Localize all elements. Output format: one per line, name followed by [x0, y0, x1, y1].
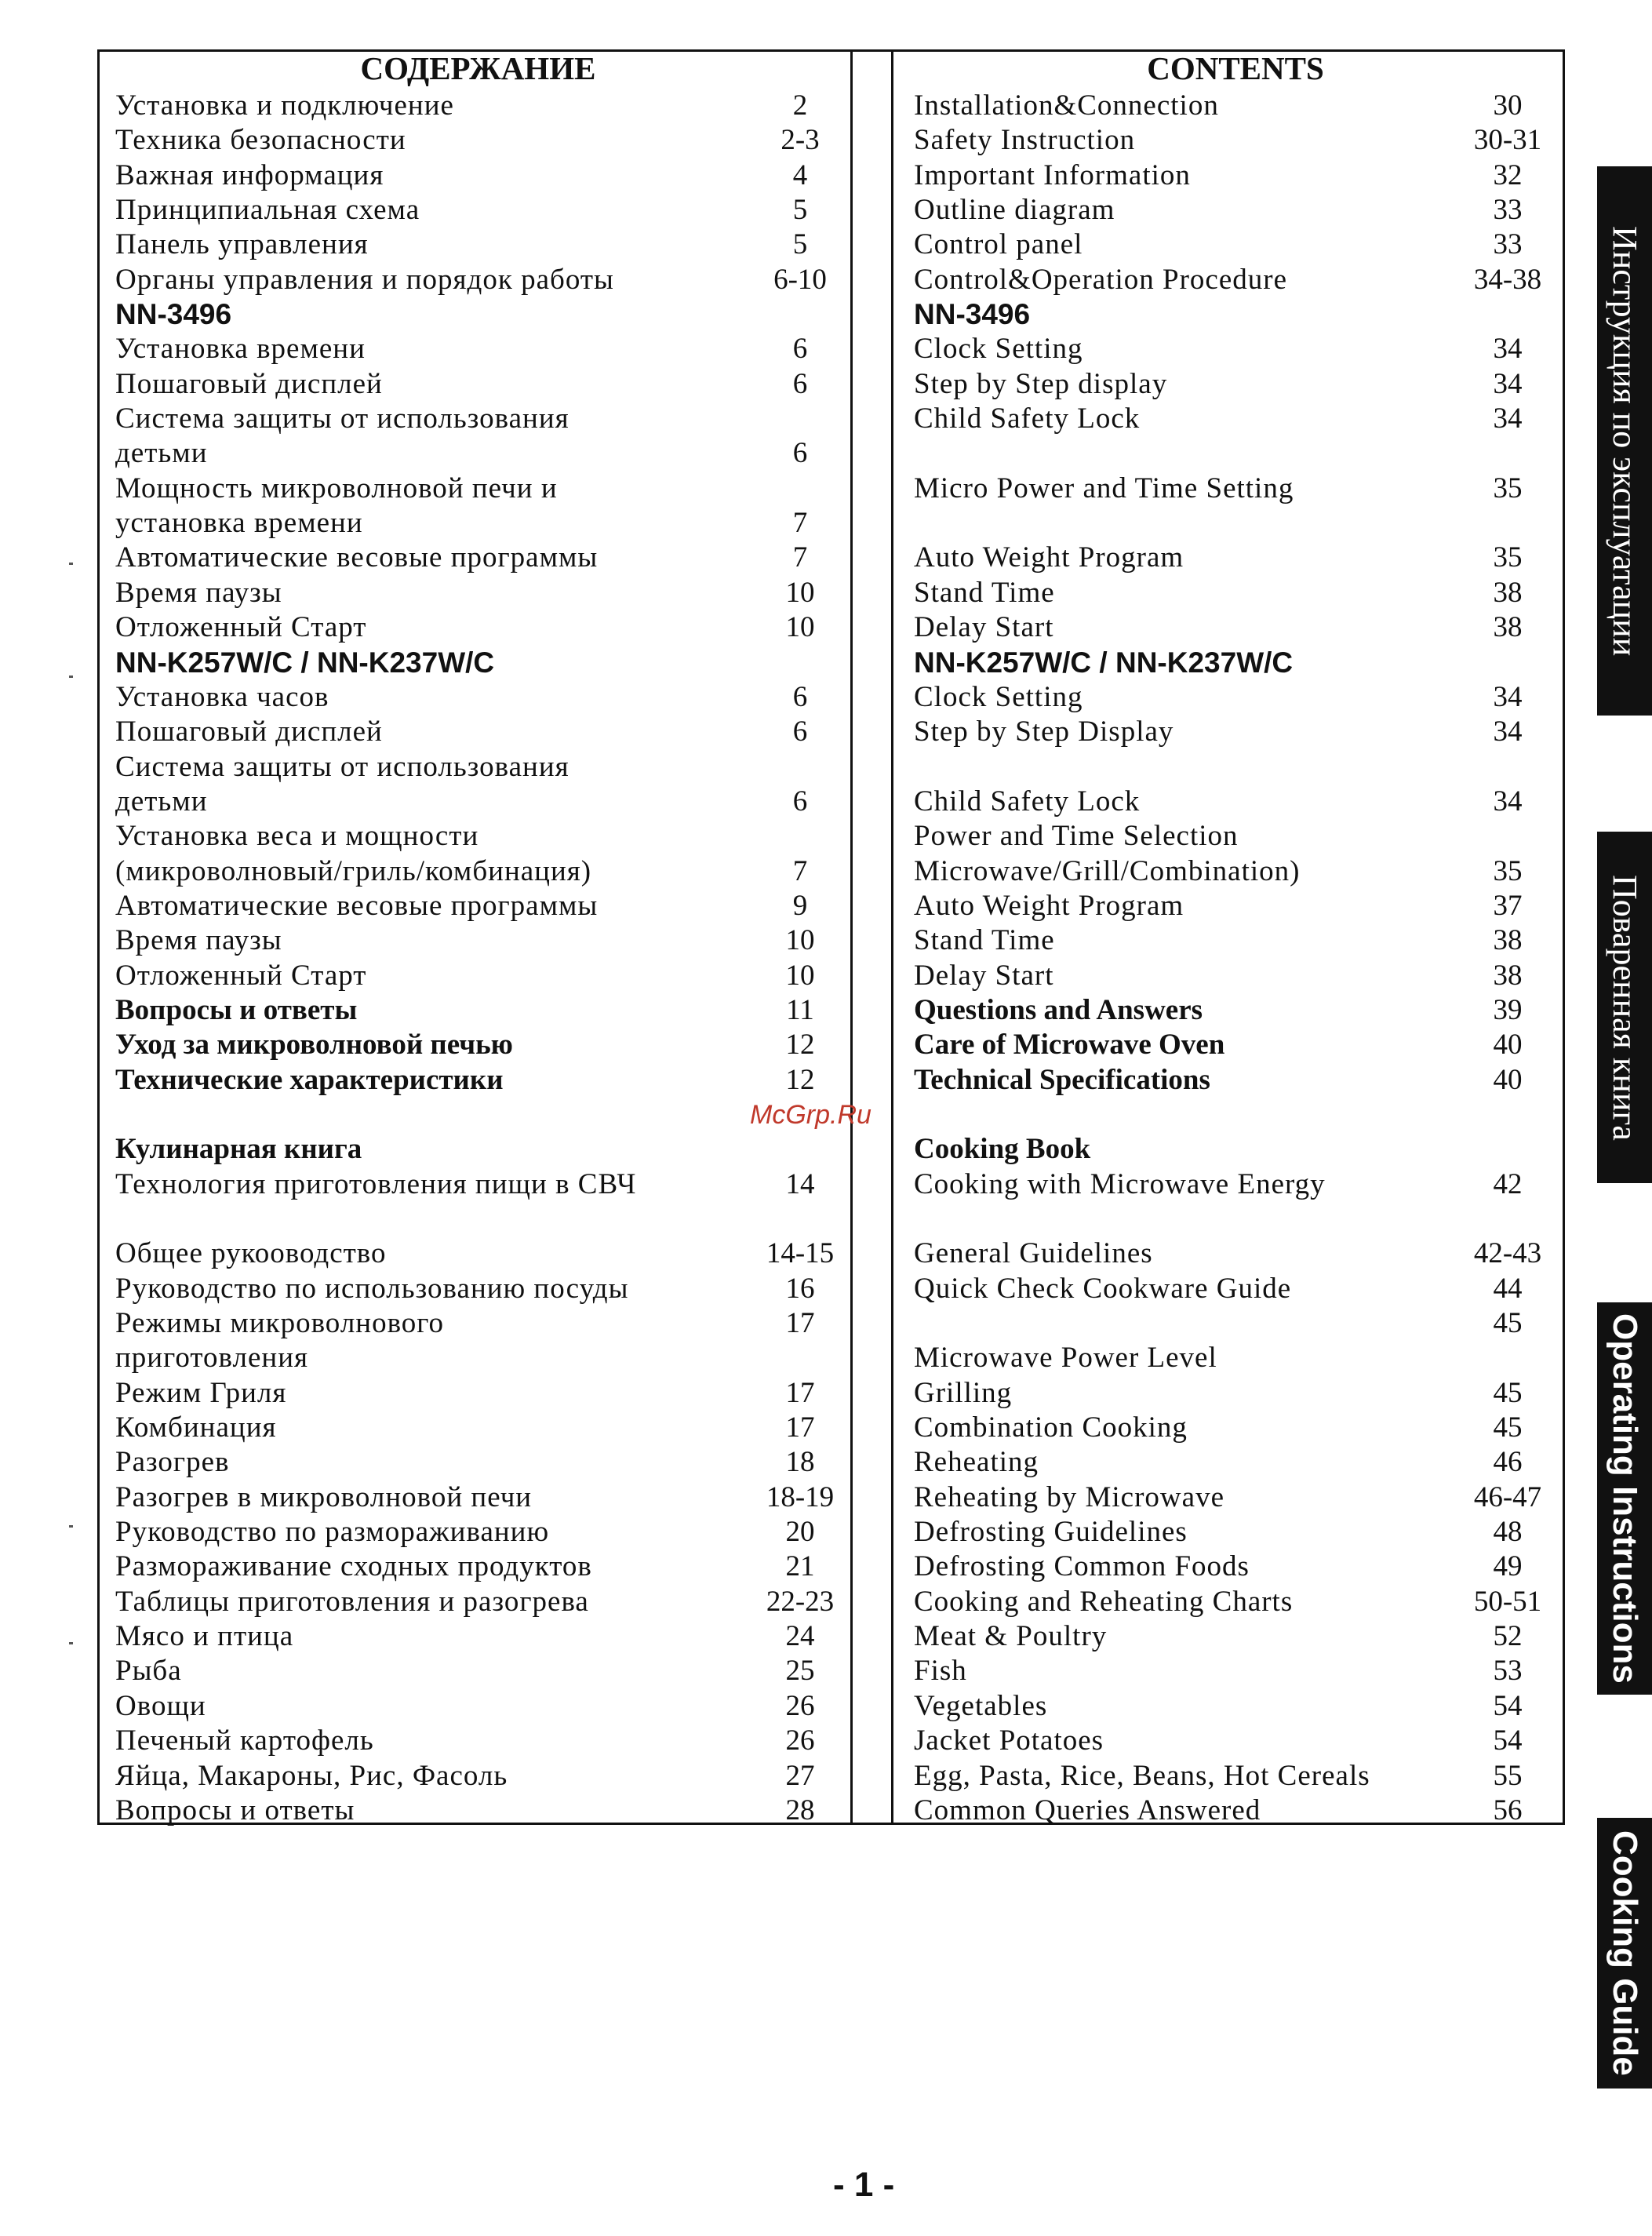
entry-page-number: 24 — [785, 1620, 815, 1653]
contents-entry — [115, 1480, 841, 1515]
entry-title: Установка и подключение — [115, 89, 454, 122]
russian-contents-list — [115, 89, 841, 1828]
entry-page-number: 6-10 — [773, 263, 827, 296]
contents-entry — [914, 576, 1557, 610]
entry-page-number: 10 — [785, 959, 815, 992]
entry-title: Технология приготовления пищи в СВЧ — [115, 1167, 637, 1200]
entry-title: Важная информация — [115, 158, 384, 191]
contents-entry — [115, 367, 841, 402]
entry-title: Установка часов — [115, 680, 329, 713]
entry-title: установка времени — [115, 507, 363, 540]
entry-page-number: 38 — [1493, 959, 1523, 992]
contents-entry — [115, 576, 841, 610]
entry-page-number: 6 — [792, 437, 808, 470]
entry-title: Delay Start — [914, 959, 1054, 992]
entry-title: Stand Time — [914, 576, 1055, 609]
entry-page-number: 45 — [1493, 1376, 1523, 1409]
contents-entry — [115, 1098, 841, 1132]
entry-page-number: 54 — [1493, 1689, 1523, 1722]
entry-title: Step by Step display — [914, 367, 1168, 400]
entry-page-number: 39 — [1493, 993, 1523, 1026]
entry-page-number: 54 — [1493, 1724, 1523, 1757]
entry-page-number: 56 — [1493, 1794, 1523, 1826]
contents-entry — [914, 993, 1557, 1028]
contents-entry — [914, 472, 1557, 506]
entry-page-number: 11 — [786, 993, 814, 1026]
contents-entry — [115, 1445, 841, 1480]
contents-entry — [914, 263, 1557, 297]
entry-page-number: 42-43 — [1473, 1237, 1542, 1270]
entry-page-number: 45 — [1493, 1307, 1523, 1340]
contents-entry — [914, 646, 1557, 680]
contents-entry — [115, 1759, 841, 1794]
contents-entry — [914, 1689, 1557, 1724]
entry-page-number: 17 — [785, 1307, 815, 1340]
contents-entry — [914, 819, 1557, 854]
entry-page-number: 46 — [1493, 1446, 1523, 1479]
contents-entry — [115, 1028, 841, 1062]
tab-label: Operating Instructions — [1606, 1313, 1644, 1684]
entry-page-number: 18-19 — [766, 1480, 835, 1513]
russian-contents-heading: СОДЕРЖАНИЕ — [360, 50, 596, 86]
entry-page-number: 5 — [792, 194, 808, 227]
entry-title: Пошаговый дисплей — [115, 716, 383, 748]
entry-page-number: 45 — [1493, 1411, 1523, 1444]
contents-entry — [914, 1619, 1557, 1654]
entry-page-number: 33 — [1493, 228, 1523, 261]
contents-entry — [115, 854, 841, 889]
contents-entry — [115, 785, 841, 819]
entry-title: Reheating by Microwave — [914, 1480, 1224, 1513]
entry-page-number: 55 — [1493, 1759, 1523, 1792]
entry-page-number: 2 — [792, 89, 808, 122]
entry-page-number: 33 — [1493, 194, 1523, 227]
entry-title: Microwave/Grill/Combination) — [914, 854, 1301, 887]
contents-entry — [914, 158, 1557, 193]
entry-page-number: 10 — [785, 924, 815, 957]
entry-title: Вопросы и ответы — [115, 993, 358, 1026]
entry-page-number: 5 — [792, 228, 808, 261]
entry-page-number: 7 — [792, 507, 808, 540]
entry-title: Stand Time — [914, 924, 1055, 957]
entry-page-number: 6 — [792, 716, 808, 748]
entry-title: Общее рукооводство — [115, 1237, 387, 1270]
tab-operating-instructions[interactable] — [1597, 1302, 1652, 1695]
entry-page-number: 38 — [1493, 924, 1523, 957]
entry-title: Комбинация — [115, 1411, 277, 1444]
entry-title: Установка времени — [115, 333, 366, 366]
entry-title: General Guidelines — [914, 1237, 1153, 1270]
entry-page-number: 35 — [1493, 472, 1523, 504]
entry-page-number: 34 — [1493, 785, 1523, 818]
entry-title: Clock Setting — [914, 680, 1083, 713]
entry-page-number: 17 — [785, 1376, 815, 1409]
entry-page-number: 27 — [785, 1759, 815, 1792]
entry-page-number: 26 — [785, 1724, 815, 1757]
contents-entry — [115, 1202, 841, 1236]
entry-page-number: 48 — [1493, 1516, 1523, 1549]
entry-title: Safety Instruction — [914, 124, 1136, 157]
entry-page-number: 2-3 — [781, 124, 820, 157]
contents-entry — [914, 123, 1557, 158]
entry-title: Система защиты от использования — [115, 402, 569, 435]
contents-entry — [914, 923, 1557, 958]
entry-title: Cooking Book — [914, 1133, 1091, 1166]
entry-page-number: 35 — [1493, 854, 1523, 887]
entry-page-number: 34 — [1493, 333, 1523, 366]
watermark: McGrp.Ru — [750, 1100, 871, 1130]
entry-title: NN-K257W/C / NN-K237W/C — [115, 646, 495, 679]
contents-entry — [914, 1445, 1557, 1480]
entry-page-number: 7 — [792, 541, 808, 574]
entry-title: Режим Гриля — [115, 1376, 287, 1409]
entry-page-number: 40 — [1493, 1029, 1523, 1062]
entry-title: Пошаговый дисплей — [115, 367, 383, 400]
entry-page-number: 42 — [1493, 1167, 1523, 1200]
entry-title: Clock Setting — [914, 333, 1083, 366]
contents-entry — [115, 228, 841, 262]
scan-speck — [69, 676, 73, 678]
contents-entry — [914, 1236, 1557, 1271]
entry-page-number: 20 — [785, 1516, 815, 1549]
contents-entry — [914, 750, 1557, 785]
entry-title: Время паузы — [115, 576, 282, 609]
contents-entry — [115, 1376, 841, 1411]
tab-russian-cookbook[interactable] — [1597, 832, 1652, 1183]
entry-title: Руководство по использованию посуды — [115, 1272, 629, 1305]
contents-entry — [115, 1341, 841, 1375]
entry-page-number: 12 — [785, 1029, 815, 1062]
contents-entry — [914, 1098, 1557, 1132]
english-contents-heading: CONTENTS — [1147, 50, 1324, 86]
contents-entry — [914, 436, 1557, 471]
contents-entry — [115, 89, 841, 123]
entry-title: NN-3496 — [914, 298, 1031, 331]
contents-entry — [914, 1411, 1557, 1445]
contents-entry — [115, 1654, 841, 1688]
contents-entry — [914, 1724, 1557, 1758]
entry-title: Cooking with Microwave Energy — [914, 1167, 1326, 1200]
entry-title: Мясо и птица — [115, 1620, 294, 1653]
tab-label: Поваренная книга — [1606, 874, 1644, 1141]
entry-page-number: 6 — [792, 333, 808, 366]
contents-entry — [115, 610, 841, 645]
entry-title: детьми — [115, 437, 208, 470]
tab-russian-operating-instructions[interactable] — [1597, 166, 1652, 716]
contents-entry — [115, 1411, 841, 1445]
entry-title: Кулинарная книга — [115, 1133, 362, 1166]
entry-title: Grilling — [914, 1376, 1013, 1409]
entry-title: Яйца, Макароны, Рис, Фасоль — [115, 1759, 508, 1792]
entry-page-number: 30-31 — [1473, 124, 1542, 157]
contents-entry — [115, 715, 841, 749]
contents-entry — [115, 158, 841, 193]
entry-title: Power and Time Selection — [914, 820, 1239, 853]
contents-entry — [115, 819, 841, 854]
entry-title: Время паузы — [115, 924, 282, 957]
entry-title: Microwave Power Level — [914, 1342, 1217, 1375]
contents-entry — [914, 228, 1557, 262]
entry-page-number: 9 — [792, 889, 808, 922]
entry-title: Отложенный Старт — [115, 611, 367, 644]
entry-title: Auto Weight Program — [914, 889, 1184, 922]
entry-title: Defrosting Common Foods — [914, 1550, 1250, 1583]
entry-title: (микроволновый/гриль/комбинация) — [115, 854, 592, 887]
entry-title: Jacket Potatoes — [914, 1724, 1104, 1757]
entry-page-number: 37 — [1493, 889, 1523, 922]
contents-entry — [914, 541, 1557, 575]
contents-entry — [115, 1550, 841, 1584]
entry-title: Important Information — [914, 158, 1191, 191]
entry-page-number: 38 — [1493, 576, 1523, 609]
contents-entry — [115, 1724, 841, 1758]
contents-entry — [914, 1306, 1557, 1341]
tab-label: Cooking Guide — [1606, 1830, 1644, 2076]
contents-entry — [914, 1759, 1557, 1794]
entry-title: Micro Power and Time Setting — [914, 472, 1294, 504]
contents-entry — [914, 854, 1557, 889]
entry-page-number: 6 — [792, 367, 808, 400]
entry-title: Child Safety Lock — [914, 402, 1141, 435]
contents-entry — [115, 1585, 841, 1619]
entry-title: Combination Cooking — [914, 1411, 1188, 1444]
contents-entry — [115, 263, 841, 297]
contents-entry — [115, 297, 841, 332]
entry-page-number: 46-47 — [1473, 1480, 1542, 1513]
entry-title: Technical Specifications — [914, 1063, 1210, 1096]
entry-page-number: 14-15 — [766, 1237, 835, 1270]
entry-title: Care of Microwave Oven — [914, 1029, 1225, 1062]
entry-page-number: 10 — [785, 611, 815, 644]
entry-title: Автоматические весовые программы — [115, 541, 599, 574]
entry-page-number: 40 — [1493, 1063, 1523, 1096]
entry-page-number: 34 — [1493, 402, 1523, 435]
contents-entry — [115, 506, 841, 541]
entry-page-number: 21 — [785, 1550, 815, 1583]
entry-page-number: 49 — [1493, 1550, 1523, 1583]
entry-title: Панель управления — [115, 228, 369, 261]
entry-title: Технические характеристики — [115, 1063, 504, 1096]
contents-entry — [115, 993, 841, 1028]
contents-entry — [914, 193, 1557, 228]
contents-entry — [115, 472, 841, 506]
contents-entry — [914, 1341, 1557, 1375]
contents-entry — [914, 1794, 1557, 1828]
page-number: - 1 - — [833, 2165, 895, 2204]
contents-entry — [115, 1272, 841, 1306]
entry-title: Fish — [914, 1655, 967, 1688]
entry-title: Мощность микроволновой печи и — [115, 472, 558, 504]
entry-title: Questions and Answers — [914, 993, 1203, 1026]
contents-entry — [914, 959, 1557, 993]
contents-entry — [115, 959, 841, 993]
entry-page-number: 34 — [1493, 716, 1523, 748]
contents-entry — [115, 1689, 841, 1724]
entry-page-number: 44 — [1493, 1272, 1523, 1305]
entry-title: Installation&Connection — [914, 89, 1219, 122]
contents-entry — [115, 1619, 841, 1654]
contents-entry — [914, 1585, 1557, 1619]
entry-page-number: 50-51 — [1473, 1585, 1542, 1618]
contents-entry — [914, 297, 1557, 332]
entry-title: Разогрев — [115, 1446, 230, 1479]
entry-title: Meat & Poultry — [914, 1620, 1108, 1653]
entry-page-number: 25 — [785, 1655, 815, 1688]
entry-page-number: 32 — [1493, 158, 1523, 191]
entry-title: Defrosting Guidelines — [914, 1516, 1188, 1549]
contents-entry — [115, 680, 841, 715]
entry-title: Control panel — [914, 228, 1083, 261]
contents-entry — [914, 1063, 1557, 1098]
entry-title: Автоматические весовые программы — [115, 889, 599, 922]
entry-page-number: 10 — [785, 576, 815, 609]
entry-title: Вопросы и ответы — [115, 1794, 355, 1826]
entry-title: Уход за микроволновой печью — [115, 1029, 513, 1062]
contents-entry — [914, 506, 1557, 541]
entry-title: Руководство по размораживанию — [115, 1516, 550, 1549]
contents-entry — [914, 1376, 1557, 1411]
contents-entry — [115, 402, 841, 436]
entry-title: детьми — [115, 785, 208, 818]
scan-speck — [69, 563, 73, 565]
entry-title: Reheating — [914, 1446, 1039, 1479]
contents-entry — [914, 785, 1557, 819]
contents-entry — [914, 1167, 1557, 1202]
entry-title: Установка веса и мощности — [115, 820, 479, 853]
entry-title: Таблицы приготовления и разогрева — [115, 1585, 589, 1618]
contents-entry — [914, 889, 1557, 923]
contents-entry — [914, 1654, 1557, 1688]
entry-title: Рыба — [115, 1655, 182, 1688]
contents-entry — [115, 1167, 841, 1202]
contents-entry — [115, 193, 841, 228]
contents-entry — [914, 402, 1557, 436]
contents-entry — [914, 1028, 1557, 1062]
contents-entry — [115, 646, 841, 680]
entry-title: Step by Step Display — [914, 716, 1174, 748]
entry-title: Delay Start — [914, 611, 1054, 644]
entry-page-number: 35 — [1493, 541, 1523, 574]
contents-entry — [914, 1550, 1557, 1584]
contents-entry — [914, 367, 1557, 402]
contents-entry — [115, 1132, 841, 1167]
contents-entry — [914, 1132, 1557, 1167]
entry-title: Овощи — [115, 1689, 206, 1722]
contents-entry — [115, 332, 841, 366]
entry-page-number: 4 — [792, 158, 808, 191]
entry-title: NN-K257W/C / NN-K237W/C — [914, 646, 1294, 679]
contents-entry — [914, 332, 1557, 366]
entry-page-number: 17 — [785, 1411, 815, 1444]
entry-title: Quick Check Cookware Guide — [914, 1272, 1292, 1305]
english-contents-list — [914, 89, 1557, 1828]
entry-page-number: 14 — [785, 1167, 815, 1200]
contents-entry — [914, 715, 1557, 749]
entry-page-number: 22-23 — [766, 1585, 835, 1618]
entry-title: Размораживание сходных продуктов — [115, 1550, 592, 1583]
entry-page-number: 6 — [792, 680, 808, 713]
entry-page-number: 53 — [1493, 1655, 1523, 1688]
contents-entry — [115, 1515, 841, 1550]
entry-page-number: 7 — [792, 854, 808, 887]
entry-page-number: 34 — [1493, 367, 1523, 400]
tab-cooking-guide[interactable] — [1597, 1818, 1652, 2089]
contents-entry — [914, 1202, 1557, 1236]
contents-entry — [914, 680, 1557, 715]
entry-title: Cooking and Reheating Charts — [914, 1585, 1294, 1618]
entry-title: Auto Weight Program — [914, 541, 1184, 574]
entry-title: Common Queries Answered — [914, 1794, 1261, 1826]
contents-entry — [115, 541, 841, 575]
contents-entry — [914, 1272, 1557, 1306]
column-divider — [850, 49, 893, 1825]
entry-page-number: 28 — [785, 1794, 815, 1826]
entry-title: Печеный картофель — [115, 1724, 374, 1757]
contents-entry — [115, 923, 841, 958]
entry-page-number: 26 — [785, 1689, 815, 1722]
tab-label: Инструкция по эксплуатации — [1606, 225, 1644, 657]
entry-page-number: 30 — [1493, 89, 1523, 122]
contents-entry — [115, 750, 841, 785]
entry-page-number: 34-38 — [1473, 263, 1542, 296]
contents-entry — [115, 1236, 841, 1271]
contents-entry — [914, 1515, 1557, 1550]
entry-title: Органы управления и порядок работы — [115, 263, 614, 296]
entry-page-number: 18 — [785, 1446, 815, 1479]
entry-page-number: 12 — [785, 1063, 815, 1096]
entry-title: Vegetables — [914, 1689, 1048, 1722]
contents-entry — [115, 1063, 841, 1098]
entry-title: Egg, Pasta, Rice, Beans, Hot Cereals — [914, 1759, 1370, 1792]
contents-entry — [115, 123, 841, 158]
entry-title: Control&Operation Procedure — [914, 263, 1288, 296]
entry-title: Отложенный Старт — [115, 959, 367, 992]
contents-entry — [914, 610, 1557, 645]
entry-title: Система защиты от использования — [115, 750, 569, 783]
entry-page-number: 16 — [785, 1272, 815, 1305]
entry-page-number: 6 — [792, 785, 808, 818]
contents-entry — [914, 1480, 1557, 1515]
contents-entry — [115, 889, 841, 923]
entry-title: Техника безопасности — [115, 124, 406, 157]
entry-title: Outline diagram — [914, 194, 1115, 227]
entry-page-number: 34 — [1493, 680, 1523, 713]
entry-page-number: 38 — [1493, 611, 1523, 644]
entry-page-number: 52 — [1493, 1620, 1523, 1653]
entry-title: Разогрев в микроволновой печи — [115, 1480, 533, 1513]
scan-speck — [69, 1525, 73, 1528]
scan-speck — [69, 1642, 73, 1644]
entry-title: Child Safety Lock — [914, 785, 1141, 818]
contents-entry — [115, 1306, 841, 1341]
entry-title: Режимы микроволнового — [115, 1307, 445, 1340]
entry-title: NN-3496 — [115, 298, 232, 331]
entry-title: Принципиальная схема — [115, 194, 420, 227]
contents-entry — [115, 1794, 841, 1828]
contents-entry — [115, 436, 841, 471]
entry-title: приготовления — [115, 1342, 309, 1375]
contents-entry — [914, 89, 1557, 123]
